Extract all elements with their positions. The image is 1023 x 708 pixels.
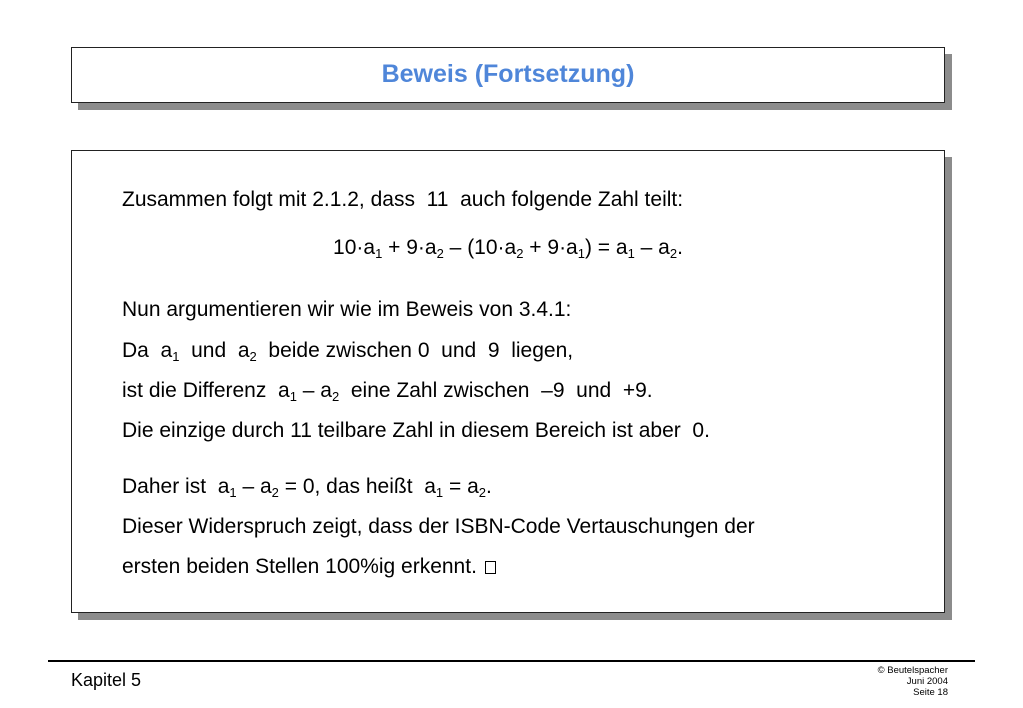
text-line-1: Zusammen folgt mit 2.1.2, dass 11 auch folgende Zahl teilt:	[122, 188, 684, 211]
text-line-8: Dieser Widerspruch zeigt, dass der ISBN-Code Vertauschungen der	[122, 515, 755, 538]
text-line-3: Nun argumentieren wir wie im Beweis von 3.4.1:	[122, 298, 572, 321]
formula-line: $10\cdot a_1 + 9\cdot a_2 - (10\cdot a_2 + 9\cdot a_1) = a_1 - a_2$.	[333, 236, 683, 261]
content-box	[71, 150, 945, 613]
text-line-5: ist die Differenz $a_1 - a_2$ eine Zahl zwischen –9 und +9.	[122, 379, 653, 404]
footer-date: Juni 2004	[906, 676, 948, 687]
text-line-6: Die einzige durch 11 teilbare Zahl in diesem Bereich ist aber 0.	[122, 419, 710, 442]
text-line-9: ersten beiden Stellen 100%ig erkennt.	[122, 554, 496, 580]
footer-chapter: Kapitel 5	[71, 670, 142, 690]
text-line-7: Daher ist $a_1 - a_2 = 0$, das heißt $a_1 = a_2$.	[122, 475, 492, 500]
footer-copyright: © Beutelspacher	[877, 665, 948, 676]
slide-title: Beweis (Fortsetzung)	[381, 60, 635, 88]
title-box	[71, 47, 945, 103]
text-line-4: Da $a_1$ und $a_2$ beide zwischen 0 und 9 liegen,	[122, 339, 574, 364]
footer-page-number: Seite 18	[913, 687, 948, 698]
footer-divider	[48, 660, 975, 662]
footer-credits	[878, 665, 948, 698]
qed-square-icon	[485, 561, 496, 574]
